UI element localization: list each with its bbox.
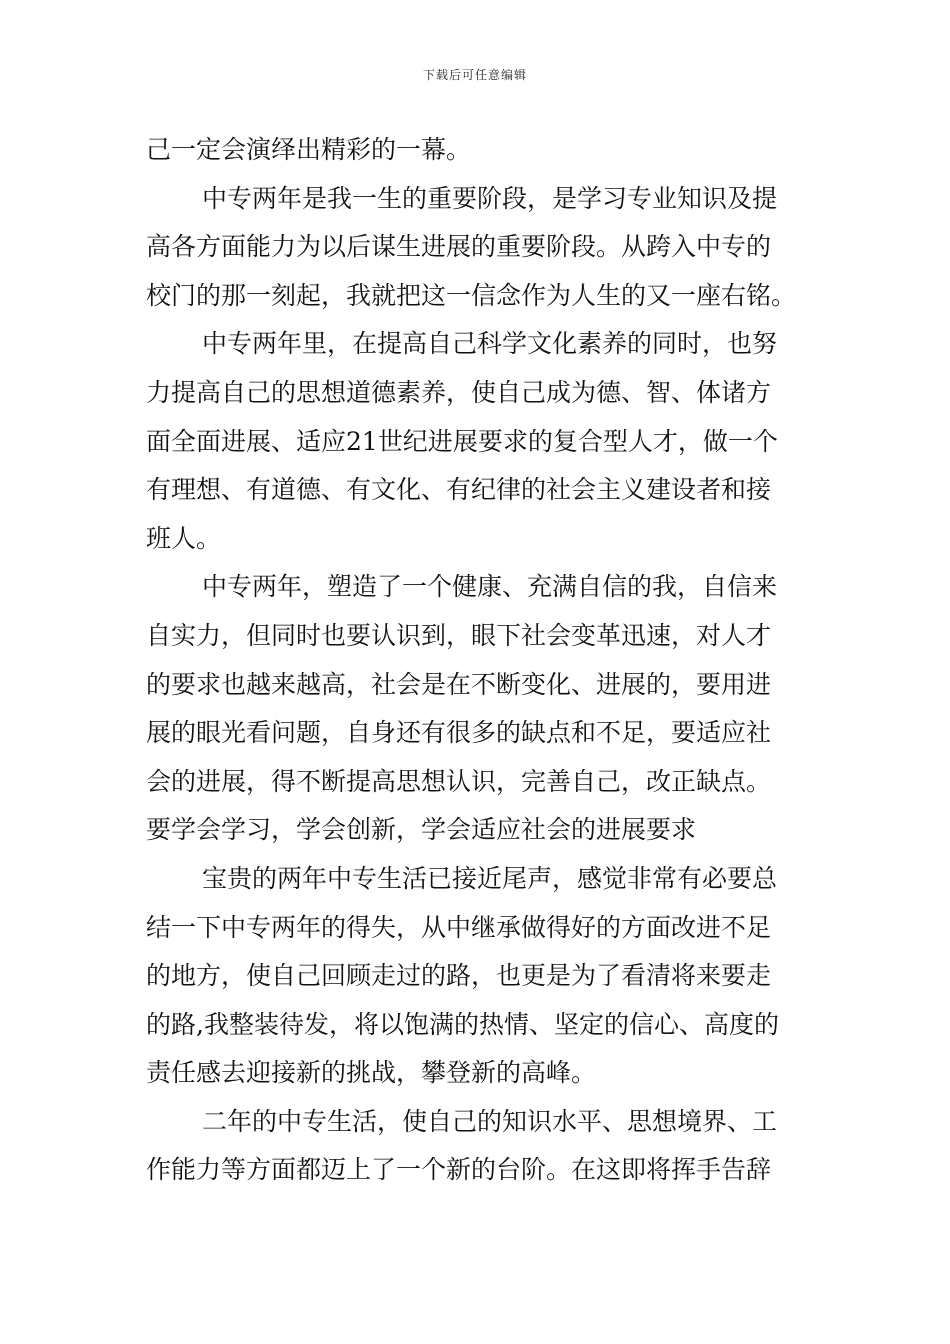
text-line: 班人。 xyxy=(146,523,222,553)
text-line: 校门的那一刻起，我就把这一信念作为人生的又一座右铭。 xyxy=(146,280,797,310)
page-header: 下载后可任意编辑 xyxy=(422,68,527,82)
text-line: 的地方，使自己回顾走过的路，也更是为了看清将来要走 xyxy=(146,961,772,991)
text-line: 己一定会演绎出精彩的一幕。 xyxy=(146,135,472,164)
text-line: 会的进展，得不断提高思想认识，完善自己，改正缺点。 xyxy=(146,766,772,796)
document-body xyxy=(146,126,806,1195)
text-line: 作能力等方面都迈上了一个新的台阶。在这即将挥手告辞 xyxy=(146,1155,772,1185)
text-line: 的要求也越来越高，社会是在不断变化、进展的，要用进 xyxy=(146,669,772,699)
text-line: 有理想、有道德、有文化、有纪律的社会主义建设者和接 xyxy=(146,475,772,505)
text-line: 展的眼光看问题，自身还有很多的缺点和不足，要适应社 xyxy=(146,718,772,748)
paragraph-first-line: 宝贵的两年中专生活已接近尾声，感觉非常有必要总 xyxy=(202,863,778,893)
paragraph-first-line: 中专两年是我一生的重要阶段，是学习专业知识及提 xyxy=(202,183,778,213)
text-line: 结一下中专两年的得失，从中继承做得好的方面改进不足 xyxy=(146,912,772,942)
paragraph-first-line: 中专两年里，在提高自己科学文化素养的同时，也努 xyxy=(202,329,778,359)
text-line: 自实力，但同时也要认识到，眼下社会变革迅速，对人才 xyxy=(146,620,772,650)
text-line: 责任感去迎接新的挑战，攀登新的高峰。 xyxy=(146,1058,597,1088)
text-line: 的路,我整装待发，将以饱满的热情、坚定的信心、高度的 xyxy=(146,1009,779,1039)
text-line: 力提高自己的思想道德素养，使自己成为德、智、体诸方 xyxy=(146,377,772,407)
text-line: 面全面进展、适应21世纪进展要求的复合型人才，做一个 xyxy=(146,426,778,456)
text-line: 要学会学习，学会创新，学会适应社会的进展要求 xyxy=(146,815,697,845)
paragraph-first-line: 二年的中专生活，使自己的知识水平、思想境界、工 xyxy=(202,1106,778,1136)
text-line: 高各方面能力为以后谋生进展的重要阶段。从跨入中专的 xyxy=(146,232,772,262)
paragraph-first-line: 中专两年，塑造了一个健康、充满自信的我，自信来 xyxy=(202,572,778,602)
